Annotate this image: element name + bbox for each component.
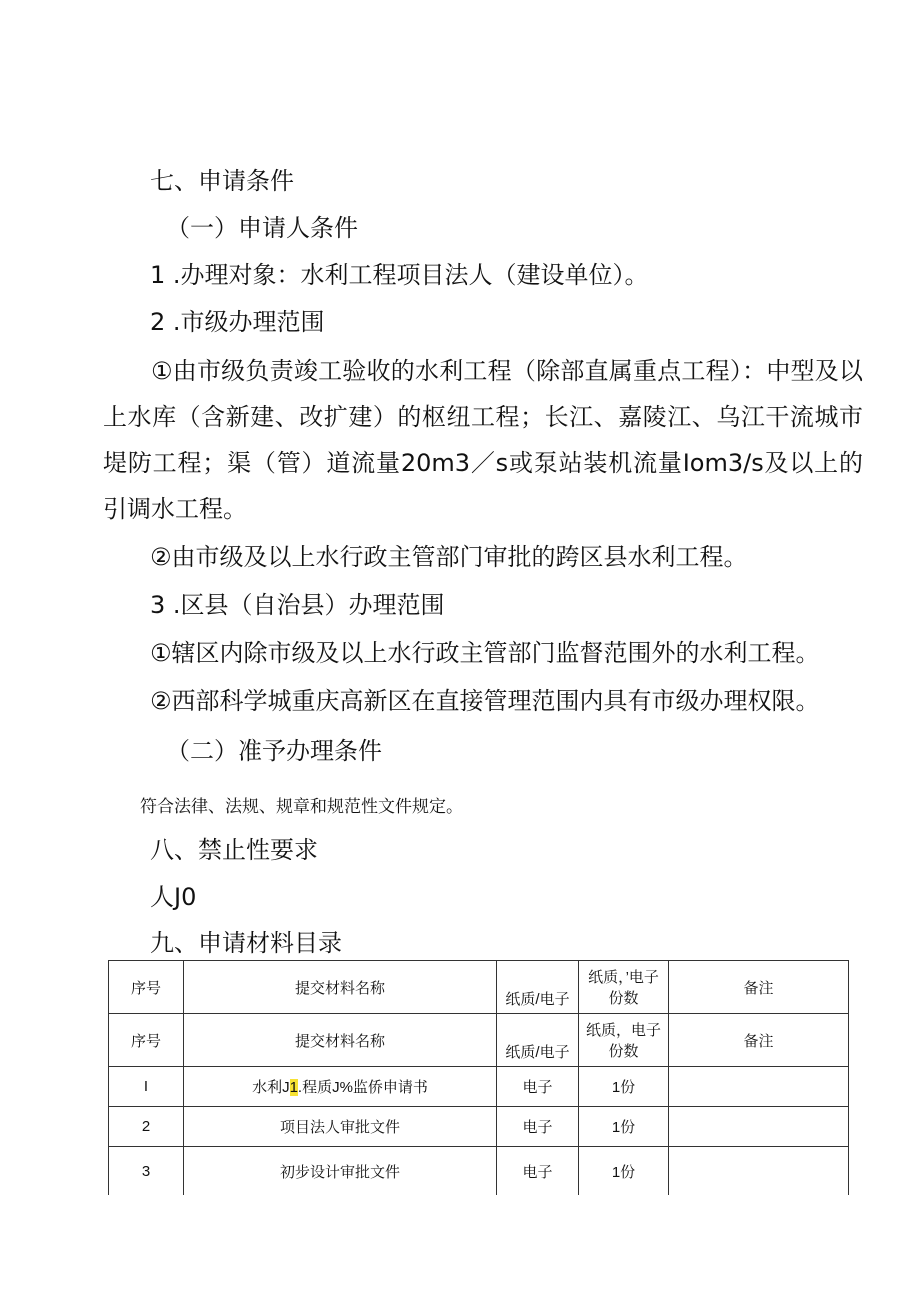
item-2-paragraph-2: ②由市级及以上水行政主管部门审批的跨区县水利工程。	[150, 543, 748, 571]
header-cell-no: 序号	[109, 1014, 184, 1067]
cell-note	[669, 1067, 849, 1107]
section-7-title: 七、申请条件	[150, 167, 294, 195]
highlighted-text: 1	[289, 1079, 298, 1096]
cell-count: 1份	[579, 1107, 669, 1147]
cell-name: 初步设计审批文件	[184, 1147, 497, 1196]
header-cell-note: 备注	[669, 961, 849, 1014]
cell-name	[184, 1067, 497, 1107]
item-2-title: 2 .市级办理范围	[150, 308, 325, 336]
cell-note	[669, 1107, 849, 1147]
section-8-text: 人J0	[150, 883, 197, 911]
cell-no: 2	[109, 1107, 184, 1147]
table-header-row	[109, 1014, 849, 1067]
header-cell-name: 提交材料名称	[184, 1014, 497, 1067]
item-3-title: 3 .区县（自治县）办理范围	[150, 591, 445, 619]
cell-count: 1份	[579, 1147, 669, 1196]
section-9-title: 九、申请材料目录	[150, 929, 342, 957]
table-header-row	[109, 961, 849, 1014]
table-row	[109, 1107, 849, 1147]
cell-name-part: 水利J	[252, 1079, 290, 1096]
item-3-paragraph-2: ②西部科学城重庆高新区在直接管理范围内具有市级办理权限。	[150, 687, 820, 715]
cell-name: 项目法人审批文件	[184, 1107, 497, 1147]
item-1-text: 1 .办理对象：水利工程项目法人（建设单位）。	[150, 261, 649, 289]
item-3-paragraph-1: ①辖区内除市级及以上水行政主管部门监督范围外的水利工程。	[150, 639, 820, 667]
cell-name-part: .程质J%监侨申请书	[297, 1079, 428, 1096]
section-7-2-text: 符合法律、法规、规章和规范性文件规定。	[140, 797, 463, 817]
table-row	[109, 1067, 849, 1107]
section-8-title: 八、禁止性要求	[150, 836, 318, 864]
table-row	[109, 1147, 849, 1196]
header-cell-type: 纸质/电子	[497, 1014, 579, 1067]
header-cell-count: 纸质，’电子份数	[579, 961, 669, 1014]
header-cell-count: 纸质，电子份数	[579, 1014, 669, 1067]
materials-table	[108, 960, 849, 1195]
header-cell-name: 提交材料名称	[184, 961, 497, 1014]
section-7-1-title: （一）申请人条件	[166, 214, 358, 242]
cell-no: I	[109, 1067, 184, 1107]
cell-count: 1份	[579, 1067, 669, 1107]
section-7-2-title: （二）准予办理条件	[166, 737, 382, 765]
cell-type: 电子	[497, 1147, 579, 1196]
header-cell-note: 备注	[669, 1014, 849, 1067]
cell-no: 3	[109, 1147, 184, 1196]
header-cell-no: 序号	[109, 961, 184, 1014]
header-cell-type: 纸质/电子	[497, 961, 579, 1014]
cell-type: 电子	[497, 1067, 579, 1107]
item-2-paragraph-1: ①由市级负责竣工验收的水利工程（除部直属重点工程）：中型及以上水库（含新建、改扩建）的枢纽工程；长江、嘉陵江、乌江干流城市堤防工程；渠（管）道流量20m3／s或泵站装机流量Iom3/s及以上的引调水工程。	[103, 357, 863, 523]
cell-type: 电子	[497, 1107, 579, 1147]
cell-note	[669, 1147, 849, 1196]
